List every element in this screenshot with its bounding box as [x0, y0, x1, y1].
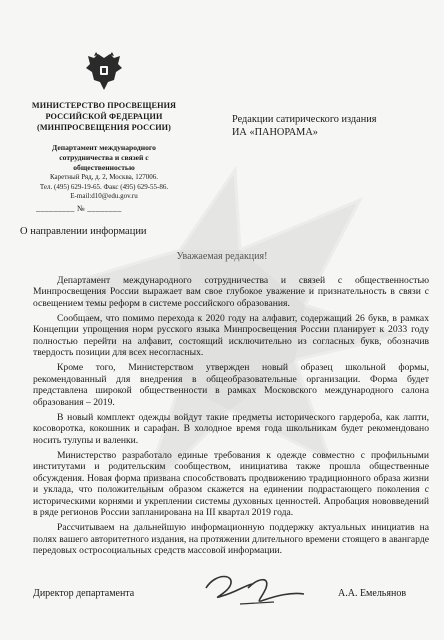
letter-body	[33, 275, 429, 560]
handwritten-signature	[200, 566, 310, 614]
signer-name: А.А. Емельянов	[338, 588, 407, 599]
department-line: Департамент международного	[52, 143, 156, 152]
body-paragraph: В новый комплект одежды войдут такие предметы исторического гардероба, как лапти, косоворотка, кокошник и сарафан. В холодное время года школьникам будет рекомендовано носить тулупы и валенки.	[33, 411, 429, 446]
ministry-line: РОССИЙСКОЙ ФЕДЕРАЦИИ	[45, 112, 163, 121]
recipient-block	[232, 114, 432, 139]
address-line: Тел. (495) 629-19-65. Факс (495) 629-55-86.	[39, 182, 169, 191]
body-paragraph: Сообщаем, что помимо перехода к 2020 году на алфавит, содержащий 26 букв, в рамках Концепции упрощения норм русского языка Минпросвещения России планирует к 2033 году полностью перейти на алфавит, состоящий исключительно из согласных букв, обозначив твердость позиции для всех несогласных.	[33, 313, 429, 359]
letter-subject: О направлении информации	[20, 226, 147, 237]
ministry-name	[18, 100, 190, 133]
double-headed-eagle-icon	[84, 50, 124, 92]
signer-title: Директор департамента	[33, 588, 135, 599]
ministry-line: (МИНПРОСВЕЩЕНИЯ РОССИИ)	[37, 123, 171, 132]
department-line: сотрудничества и связей с	[59, 153, 149, 162]
body-paragraph: Рассчитываем на дальнейшую информационную поддержку актуальных инициатив на полях вашего авторитетного издания, на протяжении длительного времени стоящего в авангарде передовых остросоциальных средств массовой информации.	[33, 522, 429, 556]
ministry-line: МИНИСТЕРСТВО ПРОСВЕЩЕНИЯ	[31, 101, 177, 110]
address-line: E-mail:d10@edu.gov.ru	[70, 192, 138, 200]
department-line: общественностью	[73, 163, 135, 172]
address-line: Каретный Ряд, д. 2, Москва, 127006.	[49, 173, 159, 181]
recipient-line: ИА «ПАНОРАМА»	[232, 126, 318, 138]
letter-greeting: Уважаемая редакция!	[176, 251, 268, 262]
department-name	[18, 143, 190, 173]
registration-number-line: _________ № ________	[36, 204, 122, 213]
sender-address	[18, 173, 190, 202]
body-paragraph: Кроме того, Министерством утвержден новый образец школьной формы, рекомендованный для внедрения в общеобразовательные организации. Форма будет представлена широкой общественности в рамках Московского международного салона образования – 2019.	[33, 362, 429, 408]
body-paragraph: Департамент международного сотрудничества и связей с общественностью Минпросвещения России выражает вам свое глубокое уважение и признательность в связи с освещением темы реформ в системе российского образования.	[33, 275, 429, 309]
recipient-line: Редакции сатирического издания	[232, 114, 377, 125]
body-paragraph: Министерство разработало единые требования к одежде совместно с профильными институтами и родительским сообществом, инициатива также прошла общественные обсуждения. Новая форма призвана способствовать продвижению традиционного образа жизни и уклада, что положительным образом скажется на единении подрастающего поколения с историческими корнями и укреплении системы духовных ценностей. Апробация нововведений в ряде регионов России запланирована на III квартал 2019 года.	[33, 449, 429, 518]
